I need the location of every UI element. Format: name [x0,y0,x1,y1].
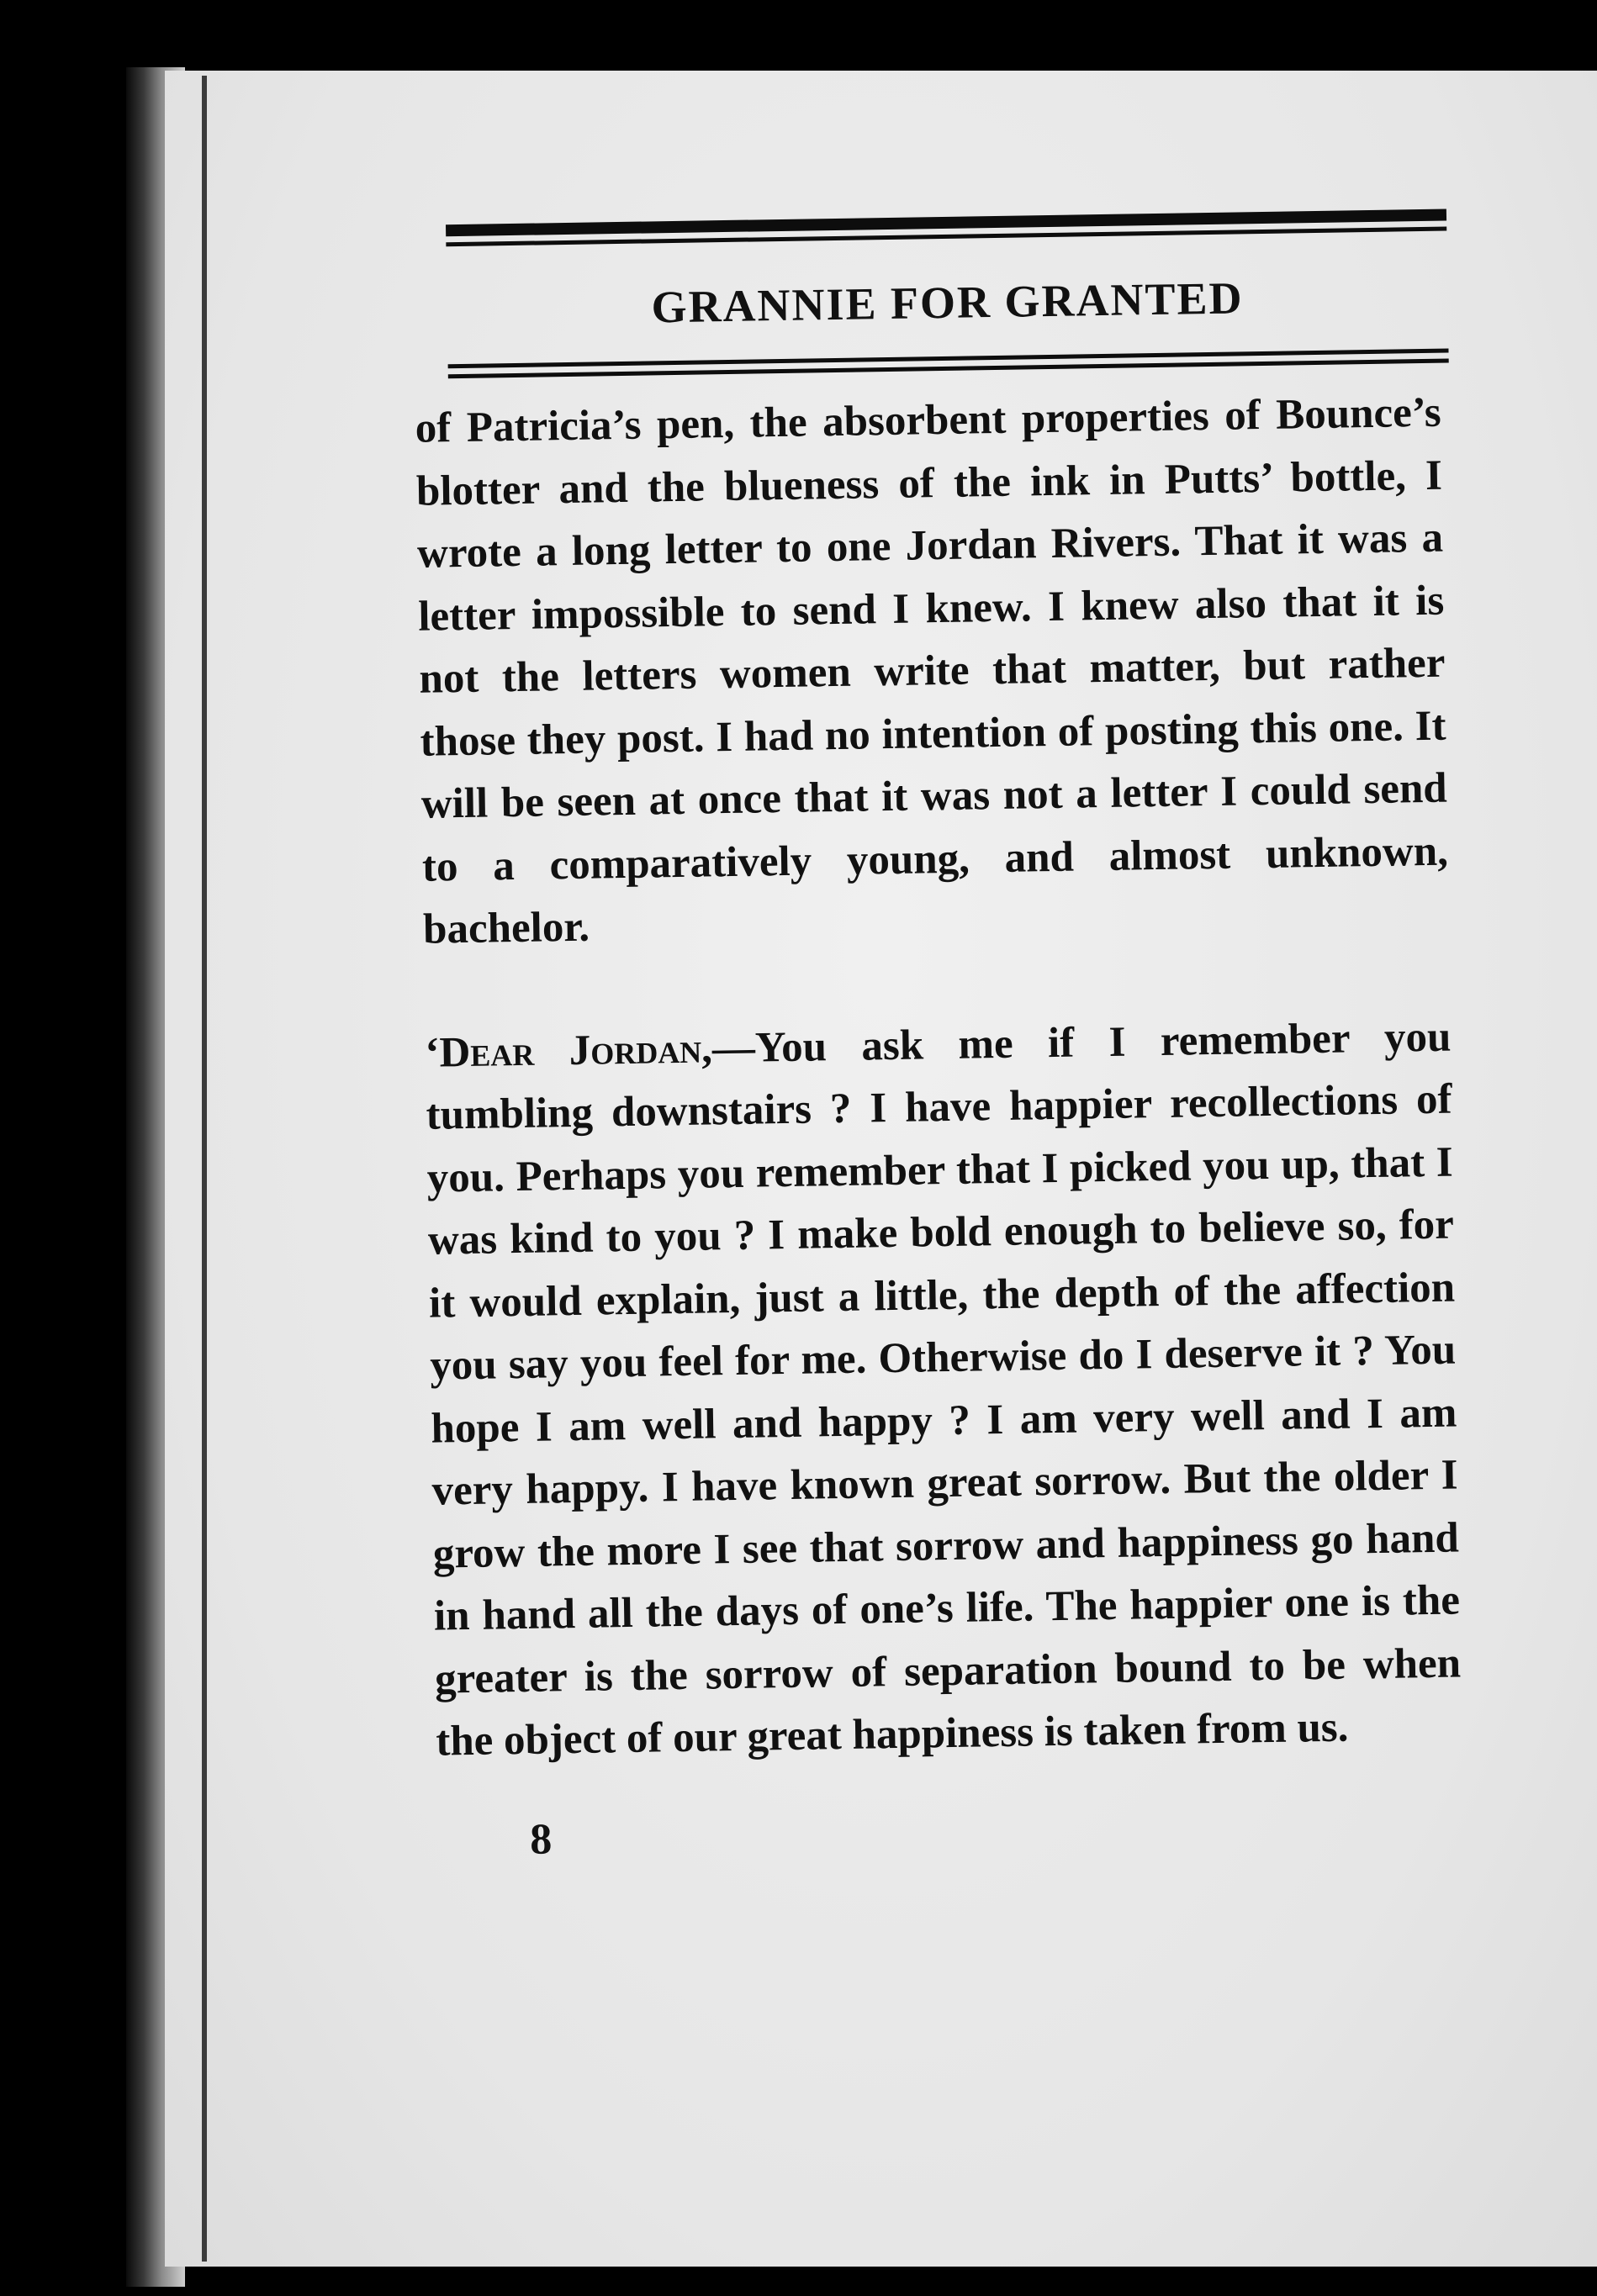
paragraph-1: of Patricia’s pen, the absorbent properties of Bounce’s blotter and the blueness of the ink in Putts’ bottle, I wrote a long letter to one Jordan Rivers. That it was a letter impossible to send I knew. I knew also that it is not the letters women write that matter, but rather those they post. I had no intention of posting this one. It will be seen at once that it was not a letter I could send to a comparatively young, and almost unknown, bachelor. [415,388,1449,953]
running-head: GRANNIE FOR GRANTED [651,272,1244,333]
text-block [404,209,1473,1867]
header-rule-bottom-thin [448,349,1449,369]
opening-quote: ‘ [425,1028,440,1077]
letter-salutation: Dear Jordan, [439,1024,713,1076]
paragraph-2 [425,1005,1462,1773]
letter-body: —You ask me if I remember you tumbling downstairs ? I have happier recollections of you. Perhaps you remember that I picked you up, that I was kind to you ? I make bold enough to believe so, for it would explain, just a little, the depth of the affection you say you feel for me. Otherwise do I deserve it ? You hope I am well and happy ? I am very well and I am very happy. I have known great sorrow. But the older I grow the more I see that sorrow and happiness go hand in hand all the days of one’s life. The happier one is the greater is the sorrow of separation bound to be when the object of our great happiness is taken from us. [426,1013,1462,1766]
page-number: 8 [529,1814,553,1864]
gutter-edge-line [202,76,207,2262]
